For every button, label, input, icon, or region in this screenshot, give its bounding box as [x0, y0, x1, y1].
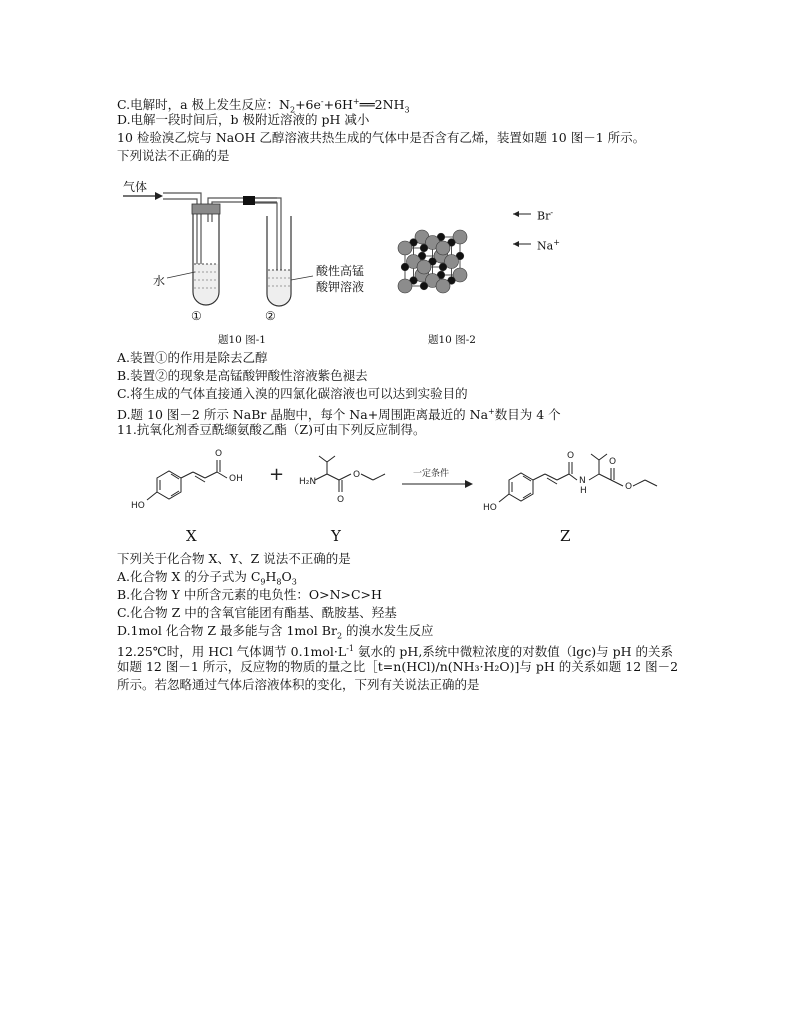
label-pointer-head	[513, 211, 519, 217]
plus-sign: +	[269, 464, 285, 485]
q11-stem: 11.抗氧化剂香豆酰缬氨酸乙酯（Z)可由下列反应制得。	[117, 422, 426, 437]
q11-question: 下列关于化合物 X、Y、Z 说法不正确的是	[117, 551, 351, 566]
apparatus-figure	[117, 172, 387, 347]
option-d-electrolysis: D.电解一段时间后，b 极附近溶液的 pH 减小	[117, 112, 370, 127]
kmno4-label-line1: 酸性高锰	[316, 264, 365, 278]
na-ion	[439, 263, 447, 271]
q10-stem-line2: 下列说法不正确的是	[117, 148, 230, 163]
na-ion	[420, 244, 428, 252]
y-ester-o: O	[353, 470, 361, 480]
br-ion	[398, 279, 412, 293]
na-ion	[401, 263, 409, 271]
q10-option-d: D.题 10 图－2 所示 NaBr 晶胞中，每个 Na+周围距离最近的 Na+数目为 4 个	[117, 407, 561, 423]
q11-option-b: B.化合物 Y 中所含元素的电负性：O>N>C>H	[117, 587, 382, 602]
x-benzene-ring	[157, 471, 181, 499]
reaction-scheme	[117, 440, 677, 540]
q10-stem-line1: 10 检验溴乙烷与 NaOH 乙醇溶液共热生成的气体中是否含有乙烯，装置如题 10 图－1 所示。	[117, 130, 646, 145]
z-amide-n: N	[579, 476, 586, 486]
z-ester-carbonyl-o: O	[609, 457, 617, 467]
na-label: Na+	[537, 238, 560, 253]
z-ester-o: O	[625, 482, 633, 492]
figure-10-2-caption: 题10 图-2	[428, 334, 476, 346]
q10-option-a: A.装置①的作用是除去乙醇	[117, 350, 268, 365]
x-oh-label: OH	[229, 474, 243, 484]
label-pointer-head	[513, 241, 519, 247]
option-c-electrolysis: C.电解时，a 极上发生反应：$N_2+6e^-+6H^+══2NH_3$	[117, 97, 410, 115]
q11-option-d: D.1mol 化合物 Z 最多能与含 1mol $Br_2$ 的溴水发生反应	[117, 623, 434, 641]
q10-option-c: C.将生成的气体直接通入溴的四氯化碳溶液也可以达到实验目的	[117, 386, 468, 401]
br-ion	[436, 241, 450, 255]
br-ion	[417, 260, 431, 274]
y-carbonyl-o: O	[337, 495, 345, 505]
q11-option-a: A.化合物 X 的分子式为 $C_9H_8O_3$	[117, 569, 297, 587]
q11-option-c: C.化合物 Z 中的含氧官能团有酯基、酰胺基、羟基	[117, 605, 397, 620]
figure-10-1-caption: 题10 图-1	[218, 334, 266, 346]
kmno4-label-line2: 酸钾溶液	[316, 280, 365, 294]
br-ion	[436, 279, 450, 293]
water-label: 水	[153, 274, 166, 288]
x-carbonyl-o: O	[215, 449, 223, 459]
q12-stem-line3: 所示。若忽略通过气体后溶液体积的变化，下列有关说法正确的是	[117, 677, 480, 692]
nabr-unit-cell	[395, 200, 535, 300]
z-amide-h: H	[580, 486, 587, 496]
na-ion	[420, 282, 428, 290]
z-benzene-ring	[509, 473, 533, 501]
tube-2-mark: ②	[265, 309, 276, 323]
compound-z-label: Z	[560, 527, 571, 545]
q10-option-b: B.装置②的现象是高锰酸钾酸性溶液紫色褪去	[117, 368, 368, 383]
x-ho-label: HO	[131, 501, 145, 511]
compound-y-label: Y	[331, 527, 341, 545]
y-nh2-label: H₂N	[299, 477, 317, 487]
q12-stem-line1: 12.25℃时，用 HCl 气体调节 $0.1mol\cdot L^{-1}$ 氨水的 pH,系统中微粒浓度的对数值（lgc)与 pH 的关系	[117, 644, 674, 660]
compound-x-label: X	[186, 527, 197, 545]
br-label: Br-	[537, 208, 554, 223]
br-ion	[398, 241, 412, 255]
reaction-condition: 一定条件	[413, 469, 450, 479]
tube-1-mark: ①	[191, 309, 202, 323]
rubber-joint	[243, 196, 255, 205]
z-ho-label: HO	[483, 503, 497, 513]
z-carbonyl-o: O	[567, 451, 575, 461]
gas-label: 气体	[123, 180, 148, 194]
q12-stem-line2: 如题 12 图－1 所示，反应物的物质的量之比［t=n(HCl)/n(NH₃·H₂O)]与 pH 的关系如题 12 图－2	[117, 659, 679, 674]
